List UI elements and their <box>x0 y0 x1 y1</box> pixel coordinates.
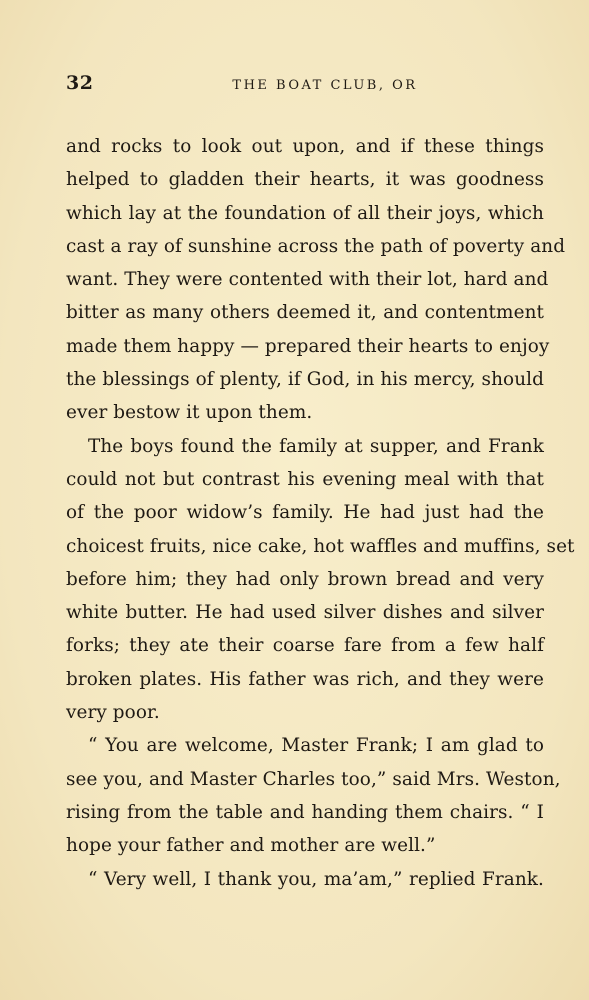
text-line: choicest fruits, nice cake, hot waffles and muffins, set <box>66 535 575 557</box>
text-line: want. They were contented with their lot, hard and <box>66 269 549 291</box>
text-line: cast a ray of sunshine across the path of poverty and <box>66 235 566 257</box>
text-line: made them happy — prepared their hearts to enjoy <box>66 335 550 357</box>
running-head: THE BOAT CLUB, OR <box>232 78 418 93</box>
text-line: hope your father and mother are well.” <box>66 835 436 857</box>
text-line: “ Very well, I thank you, ma’am,” replied Frank. <box>88 868 544 890</box>
page-header <box>66 72 544 102</box>
text-line: “ You are welcome, Master Frank; I am glad to <box>88 735 544 757</box>
text-line: very poor. <box>66 702 160 724</box>
text-line: The boys found the family at supper, and Frank <box>88 435 544 457</box>
text-line: rising from the table and handing them chairs. “ I <box>66 801 544 823</box>
text-line: forks; they ate their coarse fare from a few half <box>66 635 544 657</box>
text-line: which lay at the foundation of all their joys, which <box>66 202 544 224</box>
text-line: could not but contrast his evening meal with that <box>66 468 544 490</box>
text-line: of the poor widow’s family. He had just had the <box>66 502 544 524</box>
text-line: bitter as many others deemed it, and contentment <box>66 302 544 324</box>
page-number: 32 <box>66 72 94 94</box>
text-line: broken plates. His father was rich, and they were <box>66 668 544 690</box>
body-text <box>66 130 575 896</box>
text-line: ever bestow it upon them. <box>66 402 313 424</box>
text-line: helped to gladden their hearts, it was goodness <box>66 169 544 191</box>
text-line: before him; they had only brown bread and very <box>66 568 544 590</box>
text-line: and rocks to look out upon, and if these things <box>66 136 544 157</box>
text-line: white butter. He had used silver dishes and silver <box>66 602 544 624</box>
text-line: the blessings of plenty, if God, in his mercy, should <box>66 369 544 391</box>
text-line: see you, and Master Charles too,” said Mrs. Weston, <box>66 768 561 790</box>
